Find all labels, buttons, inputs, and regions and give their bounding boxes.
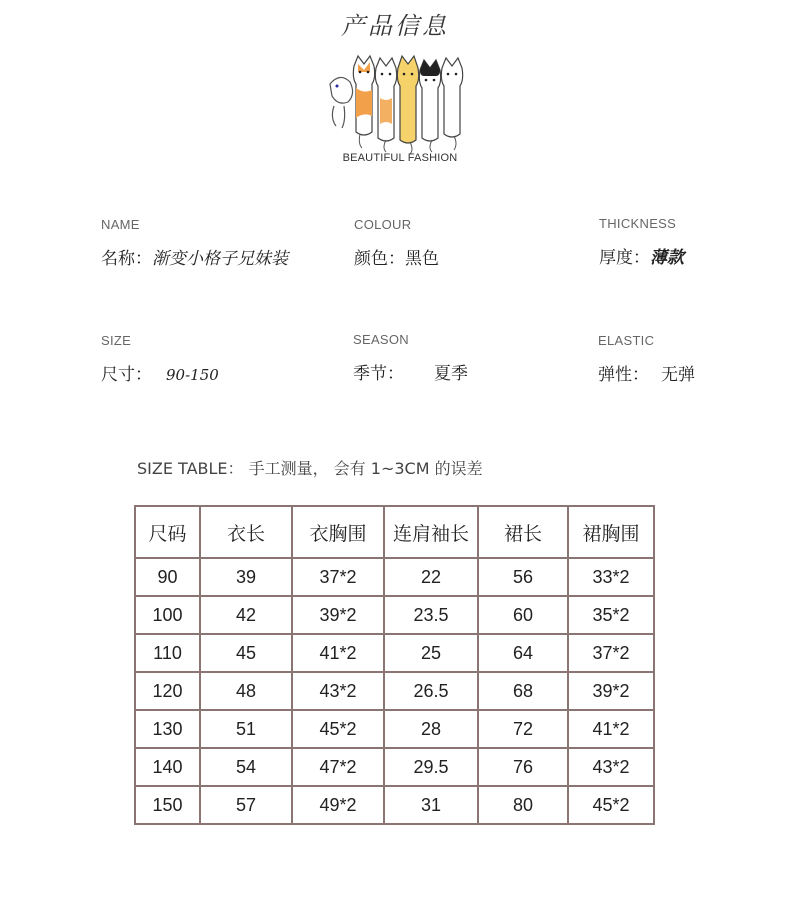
table-cell: 22: [384, 558, 478, 596]
info-elastic: [598, 333, 695, 385]
info-value: 渐变小格子兄妹装: [152, 249, 288, 269]
table-cell: 60: [478, 596, 568, 634]
brand-text: BEAUTIFUL FASHION: [342, 152, 458, 164]
info-label: 颜色：: [354, 249, 405, 269]
table-cell: 51: [200, 710, 292, 748]
table-cell: 29.5: [384, 748, 478, 786]
table-cell: 43*2: [568, 748, 654, 786]
table-cell: 45*2: [292, 710, 384, 748]
info-label-en: NAME: [101, 217, 140, 232]
info-thickness: [599, 216, 684, 268]
info-value: 无弹: [661, 365, 695, 385]
table-cell: 57: [200, 786, 292, 824]
size-table: [134, 505, 655, 825]
info-row: [101, 360, 219, 385]
info-label: 季节：: [353, 364, 404, 384]
table-cell: 64: [478, 634, 568, 672]
info-row: [101, 244, 288, 269]
page-title: 产品信息: [341, 12, 449, 40]
table-cell: 80: [478, 786, 568, 824]
table-row: [135, 672, 654, 710]
table-header-cell: 裙胸围: [568, 506, 654, 558]
info-row: [599, 243, 684, 268]
table-cell: 39: [200, 558, 292, 596]
table-cell: 42: [200, 596, 292, 634]
table-cell: 47*2: [292, 748, 384, 786]
size-table-title: SIZE TABLE： 手工测量， 会有 1~3CM 的误差: [137, 459, 483, 478]
table-cell: 26.5: [384, 672, 478, 710]
table-cell: 28: [384, 710, 478, 748]
table-cell: 31: [384, 786, 478, 824]
table-cell: 37*2: [568, 634, 654, 672]
table-cell: 76: [478, 748, 568, 786]
info-row: [353, 359, 468, 384]
table-cell: 150: [135, 786, 200, 824]
info-label-en: SIZE: [101, 333, 132, 348]
info-season: [353, 332, 468, 384]
table-cell: 54: [200, 748, 292, 786]
info-label: 名称：: [101, 249, 152, 269]
table-cell: 41*2: [292, 634, 384, 672]
table-cell: 43*2: [292, 672, 384, 710]
info-colour: [354, 217, 439, 269]
table-cell: 45: [200, 634, 292, 672]
table-cell: 140: [135, 748, 200, 786]
table-cell: 130: [135, 710, 200, 748]
info-label-en: COLOUR: [354, 217, 412, 232]
table-cell: 68: [478, 672, 568, 710]
table-cell: 33*2: [568, 558, 654, 596]
table-cell: 37*2: [292, 558, 384, 596]
table-header-cell: 衣胸围: [292, 506, 384, 558]
table-row: [135, 596, 654, 634]
info-row: [354, 244, 439, 269]
table-row: [135, 710, 654, 748]
table-cell: 41*2: [568, 710, 654, 748]
table-header-cell: 裙长: [478, 506, 568, 558]
table-cell: 49*2: [292, 786, 384, 824]
table-cell: 25: [384, 634, 478, 672]
table-cell: 23.5: [384, 596, 478, 634]
info-label-en: SEASON: [353, 332, 409, 347]
table-cell: 110: [135, 634, 200, 672]
table-cell: 39*2: [568, 672, 654, 710]
table-row: [135, 786, 654, 824]
info-label-en: ELASTIC: [598, 333, 655, 348]
table-header-cell: 尺码: [135, 506, 200, 558]
table-cell: 72: [478, 710, 568, 748]
table-cell: 48: [200, 672, 292, 710]
info-value: 黑色: [405, 249, 439, 269]
info-label: 尺寸：: [101, 365, 152, 385]
table-row: [135, 558, 654, 596]
info-name: [101, 217, 288, 269]
table-row: [135, 634, 654, 672]
table-cell: 45*2: [568, 786, 654, 824]
table-cell: 39*2: [292, 596, 384, 634]
table-cell: 90: [135, 558, 200, 596]
table-cell: 120: [135, 672, 200, 710]
info-value: 夏季: [434, 364, 468, 384]
info-label: 厚度：: [599, 248, 650, 268]
table-cell: 100: [135, 596, 200, 634]
table-header-cell: 衣长: [200, 506, 292, 558]
table-cell: 56: [478, 558, 568, 596]
table-row: [135, 748, 654, 786]
table-header-row: [135, 506, 654, 558]
info-label: 弹性：: [598, 365, 649, 385]
info-row: [598, 360, 695, 385]
info-label-en: THICKNESS: [599, 216, 677, 231]
info-value: 90-150: [166, 366, 219, 384]
table-cell: 35*2: [568, 596, 654, 634]
info-value: 薄款: [650, 248, 684, 268]
table-header-cell: 连肩袖长: [384, 506, 478, 558]
table-body: [135, 558, 654, 824]
info-size: [101, 333, 219, 385]
